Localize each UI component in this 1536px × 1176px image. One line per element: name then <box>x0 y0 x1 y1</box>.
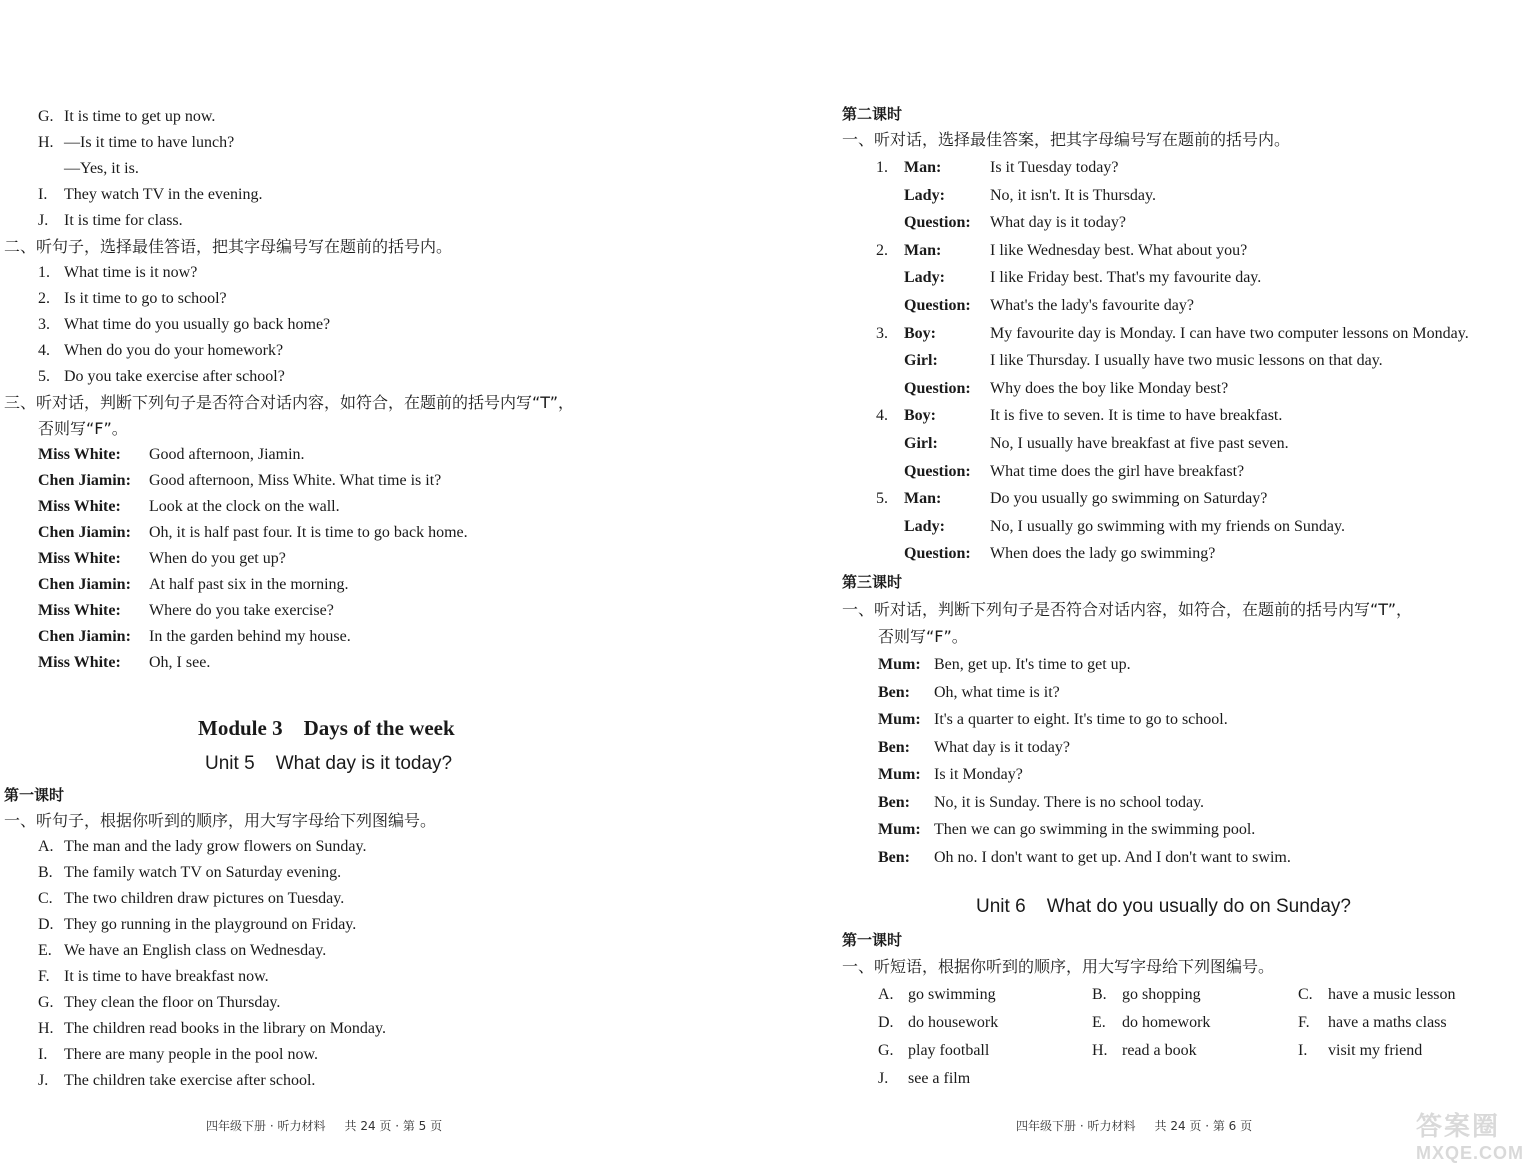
picture-item <box>38 941 326 961</box>
item-text: visit my friend <box>1328 1042 1423 1059</box>
item-text: The children take exercise after school. <box>64 1072 316 1089</box>
dialogue-line <box>876 517 1345 537</box>
dialogue-text: Good afternoon, Miss White. What time is it? <box>149 472 442 489</box>
dialogue-line <box>38 549 286 569</box>
section-heading: 三、听对话，判断下列句子是否符合对话内容，如符合，在题前的括号内写“T”， <box>4 393 575 412</box>
dialogue-text: I like Friday best. That's my favourite day. <box>990 269 1262 287</box>
dialogue-text: Do you usually go swimming on Saturday? <box>990 490 1268 508</box>
phrase-item <box>1092 985 1201 1005</box>
unit-title: Unit 6 What do you usually do on Sunday? <box>976 896 1351 917</box>
question-item <box>38 315 330 335</box>
dialogue-text: I like Thursday. I usually have two music lessons on that day. <box>990 352 1383 370</box>
phrase-item <box>1298 985 1456 1005</box>
dialogue-line <box>876 406 1282 426</box>
watermark-logo <box>1416 1106 1528 1172</box>
dialogue-line <box>38 627 351 647</box>
picture-item <box>38 993 280 1013</box>
speaker-name: Lady: <box>904 517 945 535</box>
phrase-item <box>1092 1041 1197 1061</box>
dialogue-text: Oh, what time is it? <box>934 683 1060 701</box>
dialogue-line <box>876 186 1156 206</box>
dialogue-text: Is it Tuesday today? <box>990 159 1119 176</box>
dialogue-line <box>878 683 1060 703</box>
dialogue-text: Where do you take exercise? <box>149 602 334 619</box>
speaker-name: Question: <box>904 214 971 232</box>
dialogue-line <box>876 489 1267 509</box>
item-text: play football <box>908 1042 990 1059</box>
right-page <box>780 0 1536 1176</box>
item-label: H. <box>38 1020 54 1037</box>
dialogue-text: Oh no. I don't want to get up. And I don't want to swim. <box>934 848 1291 866</box>
phrase-item <box>878 1069 970 1089</box>
dialogue-line <box>878 848 1291 868</box>
item-label: J. <box>878 1070 889 1087</box>
item-text: What time do you usually go back home? <box>64 316 331 333</box>
item-text: The two children draw pictures on Tuesday. <box>64 890 345 907</box>
exercise-line <box>38 133 234 153</box>
speaker-name: Girl: <box>904 352 938 370</box>
item-text: read a book <box>1122 1042 1197 1059</box>
dialogue-line <box>38 471 441 491</box>
speaker-name: Mum: <box>878 711 921 728</box>
speaker-name: Girl: <box>904 435 938 452</box>
item-number: 2. <box>876 241 888 259</box>
dialogue-text: What day is it today? <box>934 738 1070 756</box>
question-item <box>38 341 283 361</box>
module-title: Module 3 Days of the week <box>198 716 455 740</box>
dialogue-text: When does the lady go swimming? <box>990 545 1216 563</box>
item-label: J. <box>38 1072 49 1089</box>
item-text: They clean the floor on Thursday. <box>64 994 281 1011</box>
item-text: have a maths class <box>1328 1014 1447 1031</box>
dialogue-line <box>878 710 1228 730</box>
dialogue-line <box>876 434 1289 454</box>
item-label: B. <box>38 864 53 881</box>
item-number: 4. <box>38 342 50 359</box>
lesson-heading: 第一课时 <box>4 786 65 804</box>
dialogue-line <box>876 462 1244 482</box>
dialogue-line <box>876 241 1247 261</box>
exercise-line <box>38 211 183 231</box>
speaker-name: Lady: <box>904 186 945 204</box>
dialogue-text: Why does the boy like Monday best? <box>990 379 1229 397</box>
speaker-name: Question: <box>904 297 971 314</box>
item-text: They watch TV in the evening. <box>64 186 263 203</box>
item-number: 1. <box>876 159 888 176</box>
speaker-name: Miss White: <box>38 446 121 463</box>
item-label: G. <box>38 994 54 1011</box>
item-number: 5. <box>38 368 50 385</box>
section-heading: 一、听句子，根据你听到的顺序，用大写字母给下列图编号。 <box>4 811 437 830</box>
speaker-name: Lady: <box>904 269 945 287</box>
picture-item <box>38 889 344 909</box>
phrase-item <box>1092 1013 1210 1033</box>
lesson-heading: 第三课时 <box>842 573 903 591</box>
dialogue-line <box>876 324 1469 344</box>
dialogue-text: Ben, get up. It's time to get up. <box>934 656 1131 673</box>
item-text: There are many people in the pool now. <box>64 1046 318 1063</box>
phrase-item <box>878 1041 989 1061</box>
watermark-bottom: MXQE.COM <box>1416 1143 1525 1163</box>
dialogue-line <box>38 497 340 517</box>
dialogue-line <box>38 653 210 673</box>
item-text: It is time for class. <box>64 212 183 229</box>
picture-item <box>38 1071 315 1091</box>
dialogue-text: No, I usually have breakfast at five past seven. <box>990 435 1289 452</box>
section-heading: 二、听句子，选择最佳答语，把其字母编号写在题前的括号内。 <box>4 237 453 256</box>
speaker-name: Chen Jiamin: <box>38 576 131 593</box>
item-text: They go running in the playground on Friday. <box>64 916 357 933</box>
dialogue-line <box>878 655 1131 675</box>
speaker-name: Chen Jiamin: <box>38 472 131 489</box>
item-text: It is time to get up now. <box>64 108 216 125</box>
dialogue-text: When do you get up? <box>149 550 286 567</box>
dialogue-line <box>38 601 334 621</box>
item-number: 3. <box>876 324 888 342</box>
picture-item <box>38 967 269 987</box>
speaker-name: Ben: <box>878 683 910 701</box>
dialogue-line <box>876 379 1228 399</box>
question-item <box>38 289 227 309</box>
item-label: C. <box>38 890 53 907</box>
item-number: 4. <box>876 407 888 425</box>
item-text: Do you take exercise after school? <box>64 368 285 385</box>
dialogue-text: What time does the girl have breakfast? <box>990 462 1245 480</box>
picture-item <box>38 1045 318 1065</box>
item-label: D. <box>38 916 54 933</box>
item-label: J. <box>38 212 49 229</box>
item-text: go swimming <box>908 986 996 1003</box>
item-label: A. <box>38 838 54 855</box>
section-heading-cont: 否则写“F”。 <box>878 627 968 646</box>
item-number: 3. <box>38 316 50 333</box>
phrase-item <box>878 985 996 1005</box>
dialogue-text: No, I usually go swimming with my friends on Sunday. <box>990 517 1345 535</box>
item-label: F. <box>38 968 50 985</box>
question-item <box>38 263 197 283</box>
speaker-name: Chen Jiamin: <box>38 628 131 645</box>
section-heading: 一、听对话，判断下列句子是否符合对话内容，如符合，在题前的括号内写“T”， <box>842 600 1413 619</box>
item-label: D. <box>878 1014 894 1031</box>
speaker-name: Chen Jiamin: <box>38 524 131 541</box>
item-text: The man and the lady grow flowers on Sunday. <box>64 838 367 855</box>
item-text: —Yes, it is. <box>64 160 139 177</box>
item-text: When do you do your homework? <box>64 342 284 359</box>
speaker-name: Miss White: <box>38 498 121 515</box>
dialogue-text: I like Wednesday best. What about you? <box>990 241 1248 259</box>
dialogue-line <box>876 296 1194 316</box>
speaker-name: Mum: <box>878 766 921 783</box>
item-label: I. <box>38 1046 48 1063</box>
phrase-item <box>1298 1013 1447 1033</box>
speaker-name: Ben: <box>878 848 910 866</box>
speaker-name: Miss White: <box>38 550 121 567</box>
dialogue-line <box>38 575 349 595</box>
item-text: The family watch TV on Saturday evening. <box>64 864 342 881</box>
speaker-name: Miss White: <box>38 602 121 619</box>
item-text: We have an English class on Wednesday. <box>64 942 327 959</box>
picture-item <box>38 1019 386 1039</box>
lesson-heading: 第二课时 <box>842 105 903 123</box>
dialogue-text: At half past six in the morning. <box>149 576 349 593</box>
section-heading-cont: 否则写“F”。 <box>38 419 128 438</box>
item-label: A. <box>878 986 894 1003</box>
dialogue-line <box>876 268 1261 288</box>
dialogue-line <box>876 158 1118 178</box>
dialogue-text: Is it Monday? <box>934 766 1023 783</box>
item-number: 1. <box>38 264 50 281</box>
section-heading: 一、听对话，选择最佳答案，把其字母编号写在题前的括号内。 <box>842 130 1291 149</box>
dialogue-text: In the garden behind my house. <box>149 628 351 645</box>
item-label: G. <box>878 1042 894 1059</box>
exercise-line <box>38 107 215 127</box>
question-item <box>38 367 285 387</box>
item-label: H. <box>38 134 54 151</box>
dialogue-line <box>876 351 1383 371</box>
dialogue-line <box>876 544 1215 564</box>
picture-item <box>38 837 366 857</box>
dialogue-line <box>878 765 1023 785</box>
item-text: see a film <box>908 1070 971 1087</box>
item-label: E. <box>38 942 52 959</box>
section-heading: 一、听短语，根据你听到的顺序，用大写字母给下列图编号。 <box>842 957 1275 976</box>
item-text: Is it time to go to school? <box>64 290 227 307</box>
item-number: 5. <box>876 490 888 508</box>
dialogue-text: It is five to seven. It is time to have breakfast. <box>990 407 1283 425</box>
phrase-item <box>878 1013 998 1033</box>
speaker-name: Ben: <box>878 793 910 811</box>
item-text: do housework <box>908 1014 999 1031</box>
item-label: I. <box>1298 1042 1308 1059</box>
dialogue-text: No, it isn't. It is Thursday. <box>990 186 1156 204</box>
speaker-name: Boy: <box>904 407 936 425</box>
item-text: do homework <box>1122 1014 1211 1031</box>
item-text: have a music lesson <box>1328 986 1456 1003</box>
item-label: I. <box>38 186 48 203</box>
phrase-item <box>1298 1041 1422 1061</box>
dialogue-line <box>878 738 1070 758</box>
speaker-name: Question: <box>904 545 971 563</box>
watermark-top: 答案圈 <box>1416 1112 1501 1142</box>
speaker-name: Miss White: <box>38 654 121 671</box>
dialogue-line <box>38 523 468 543</box>
item-label: H. <box>1092 1042 1108 1059</box>
dialogue-line <box>878 820 1255 840</box>
dialogue-text: It's a quarter to eight. It's time to go to school. <box>934 711 1228 728</box>
page-footer: 四年级下册 · 听力材料 共 24 页 · 第 5 页 <box>206 1119 443 1133</box>
item-text: What time is it now? <box>64 264 198 281</box>
exercise-line <box>38 185 262 205</box>
unit-title: Unit 5 What day is it today? <box>205 753 453 774</box>
speaker-name: Man: <box>904 159 942 176</box>
item-label: E. <box>1092 1014 1106 1031</box>
picture-item <box>38 915 356 935</box>
dialogue-text: What day is it today? <box>990 214 1126 232</box>
left-page <box>0 0 760 1176</box>
item-label: F. <box>1298 1014 1310 1031</box>
speaker-name: Man: <box>904 490 942 508</box>
speaker-name: Boy: <box>904 324 936 342</box>
exercise-line <box>38 159 139 179</box>
dialogue-text: My favourite day is Monday. I can have two computer lessons on Monday. <box>990 324 1469 342</box>
item-label: C. <box>1298 986 1313 1003</box>
dialogue-text: Then we can go swimming in the swimming pool. <box>934 821 1256 838</box>
dialogue-text: Good afternoon, Jiamin. <box>149 446 305 463</box>
page-footer: 四年级下册 · 听力材料 共 24 页 · 第 6 页 <box>1016 1119 1253 1133</box>
item-label: G. <box>38 108 54 125</box>
dialogue-text: What's the lady's favourite day? <box>990 297 1194 314</box>
dialogue-text: Oh, it is half past four. It is time to go back home. <box>149 524 468 541</box>
speaker-name: Question: <box>904 462 971 480</box>
item-text: go shopping <box>1122 986 1201 1003</box>
dialogue-line <box>876 213 1126 233</box>
item-label: B. <box>1092 986 1107 1003</box>
item-text: —Is it time to have lunch? <box>64 134 235 151</box>
item-text: The children read books in the library on Monday. <box>64 1020 386 1037</box>
dialogue-text: Oh, I see. <box>149 654 211 671</box>
speaker-name: Question: <box>904 379 971 397</box>
lesson-heading: 第一课时 <box>842 931 903 949</box>
item-text: It is time to have breakfast now. <box>64 968 269 985</box>
speaker-name: Mum: <box>878 656 921 673</box>
picture-item <box>38 863 341 883</box>
dialogue-line <box>38 445 305 465</box>
item-number: 2. <box>38 290 50 307</box>
dialogue-line <box>878 793 1204 813</box>
speaker-name: Ben: <box>878 738 910 756</box>
speaker-name: Mum: <box>878 821 921 838</box>
dialogue-text: Look at the clock on the wall. <box>149 498 340 515</box>
speaker-name: Man: <box>904 241 942 259</box>
dialogue-text: No, it is Sunday. There is no school today. <box>934 793 1205 811</box>
